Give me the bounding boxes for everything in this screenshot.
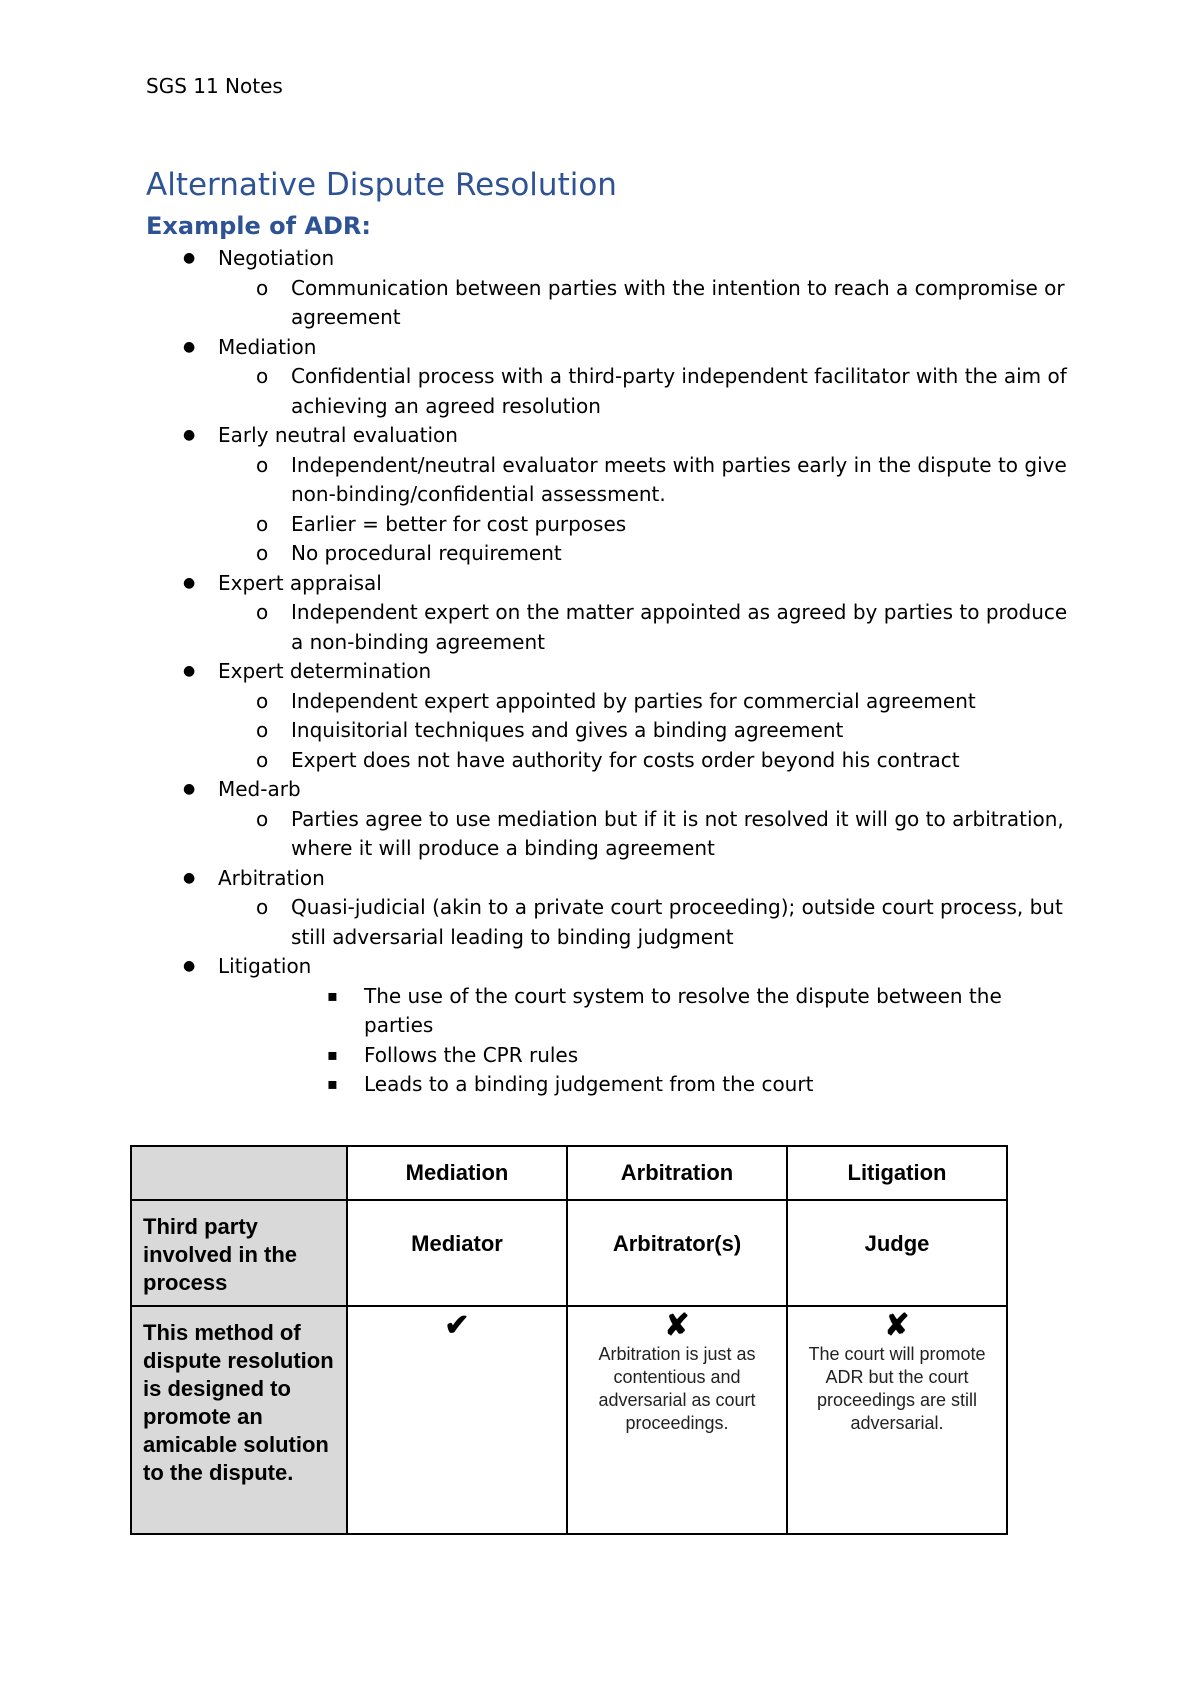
list-item: Negotiation [218,246,335,270]
bullet-icon: ● [183,958,196,974]
cross-mark-icon: ✘ [884,1309,910,1342]
list-item: The use of the court system to resolve the dispute between the [364,984,1002,1008]
column-header-arbitration: Arbitration [567,1146,787,1200]
row-header-third-party: Third party involved in the process [131,1200,347,1306]
sub-bullet-icon: o [256,895,269,919]
list-item: Communication between parties with the intention to reach a compromise or [291,276,1065,300]
list-item: Earlier = better for cost purposes [291,512,627,536]
bullet-icon: ● [183,427,196,443]
document-header: SGS 11 Notes [146,74,283,98]
bullet-icon: ● [183,781,196,797]
list-item: Litigation [218,954,312,978]
square-bullet-icon: ▪ [327,1045,338,1064]
list-item: Leads to a binding judgement from the court [364,1072,814,1096]
page-title: Alternative Dispute Resolution [146,167,617,203]
bullet-icon: ● [183,339,196,355]
list-item: Follows the CPR rules [364,1043,579,1067]
cell-note: The court will promote ADR but the court proceedings are still adversarial. [808,1344,986,1433]
list-item: still adversarial leading to binding judgment [291,925,734,949]
column-header-mediation: Mediation [347,1146,567,1200]
list-item: Expert appraisal [218,571,382,595]
sub-bullet-icon: o [256,364,269,388]
sub-bullet-icon: o [256,512,269,536]
sub-bullet-icon: o [256,748,269,772]
bullet-icon: ● [183,870,196,886]
list-item: Mediation [218,335,317,359]
square-bullet-icon: ▪ [327,986,338,1005]
cross-mark-icon: ✘ [664,1309,690,1342]
list-item: Expert determination [218,659,432,683]
sub-bullet-icon: o [256,600,269,624]
list-item: Independent/neutral evaluator meets with parties early in the dispute to give [291,453,1067,477]
table-cell [567,1306,787,1534]
list-item: achieving an agreed resolution [291,394,601,418]
sub-bullet-icon: o [256,541,269,565]
column-header-litigation: Litigation [787,1146,1007,1200]
list-item: Expert does not have authority for costs order beyond his contract [291,748,960,772]
list-item: Independent expert appointed by parties for commercial agreement [291,689,976,713]
sub-bullet-icon: o [256,453,269,477]
list-item: Inquisitorial techniques and gives a binding agreement [291,718,844,742]
table-cell [347,1306,567,1534]
check-mark-icon: ✔ [444,1309,470,1342]
sub-bullet-icon: o [256,689,269,713]
list-item: agreement [291,305,401,329]
list-item: where it will produce a binding agreement [291,836,715,860]
table-cell: Judge [787,1200,1007,1306]
list-item: Med-arb [218,777,301,801]
list-item: Arbitration [218,866,325,890]
list-item: parties [364,1013,434,1037]
list-item: a non-binding agreement [291,630,545,654]
bullet-icon: ● [183,575,196,591]
table-cell: Mediator [347,1200,567,1306]
sub-bullet-icon: o [256,718,269,742]
list-item: Independent expert on the matter appointed as agreed by parties to produce [291,600,1068,624]
square-bullet-icon: ▪ [327,1074,338,1093]
list-item: Early neutral evaluation [218,423,458,447]
list-item: Quasi-judicial (akin to a private court proceeding); outside court process, but [291,895,1063,919]
row-header-amicable: This method of dispute resolution is designed to promote an amicable solution to the dispute. [131,1306,347,1534]
list-item: non-binding/confidential assessment. [291,482,666,506]
table-corner-cell [131,1146,347,1200]
list-item: No procedural requirement [291,541,562,565]
cell-note: Arbitration is just as contentious and adversarial as court proceedings. [598,1344,756,1433]
sub-bullet-icon: o [256,807,269,831]
table-cell [787,1306,1007,1534]
sub-bullet-icon: o [256,276,269,300]
list-item: Confidential process with a third-party independent facilitator with the aim of [291,364,1067,388]
table-cell: Arbitrator(s) [567,1200,787,1306]
bullet-icon: ● [183,663,196,679]
section-heading: Example of ADR: [146,212,371,240]
comparison-table [130,1145,1008,1535]
list-item: Parties agree to use mediation but if it is not resolved it will go to arbitration, [291,807,1064,831]
bullet-icon: ● [183,250,196,266]
